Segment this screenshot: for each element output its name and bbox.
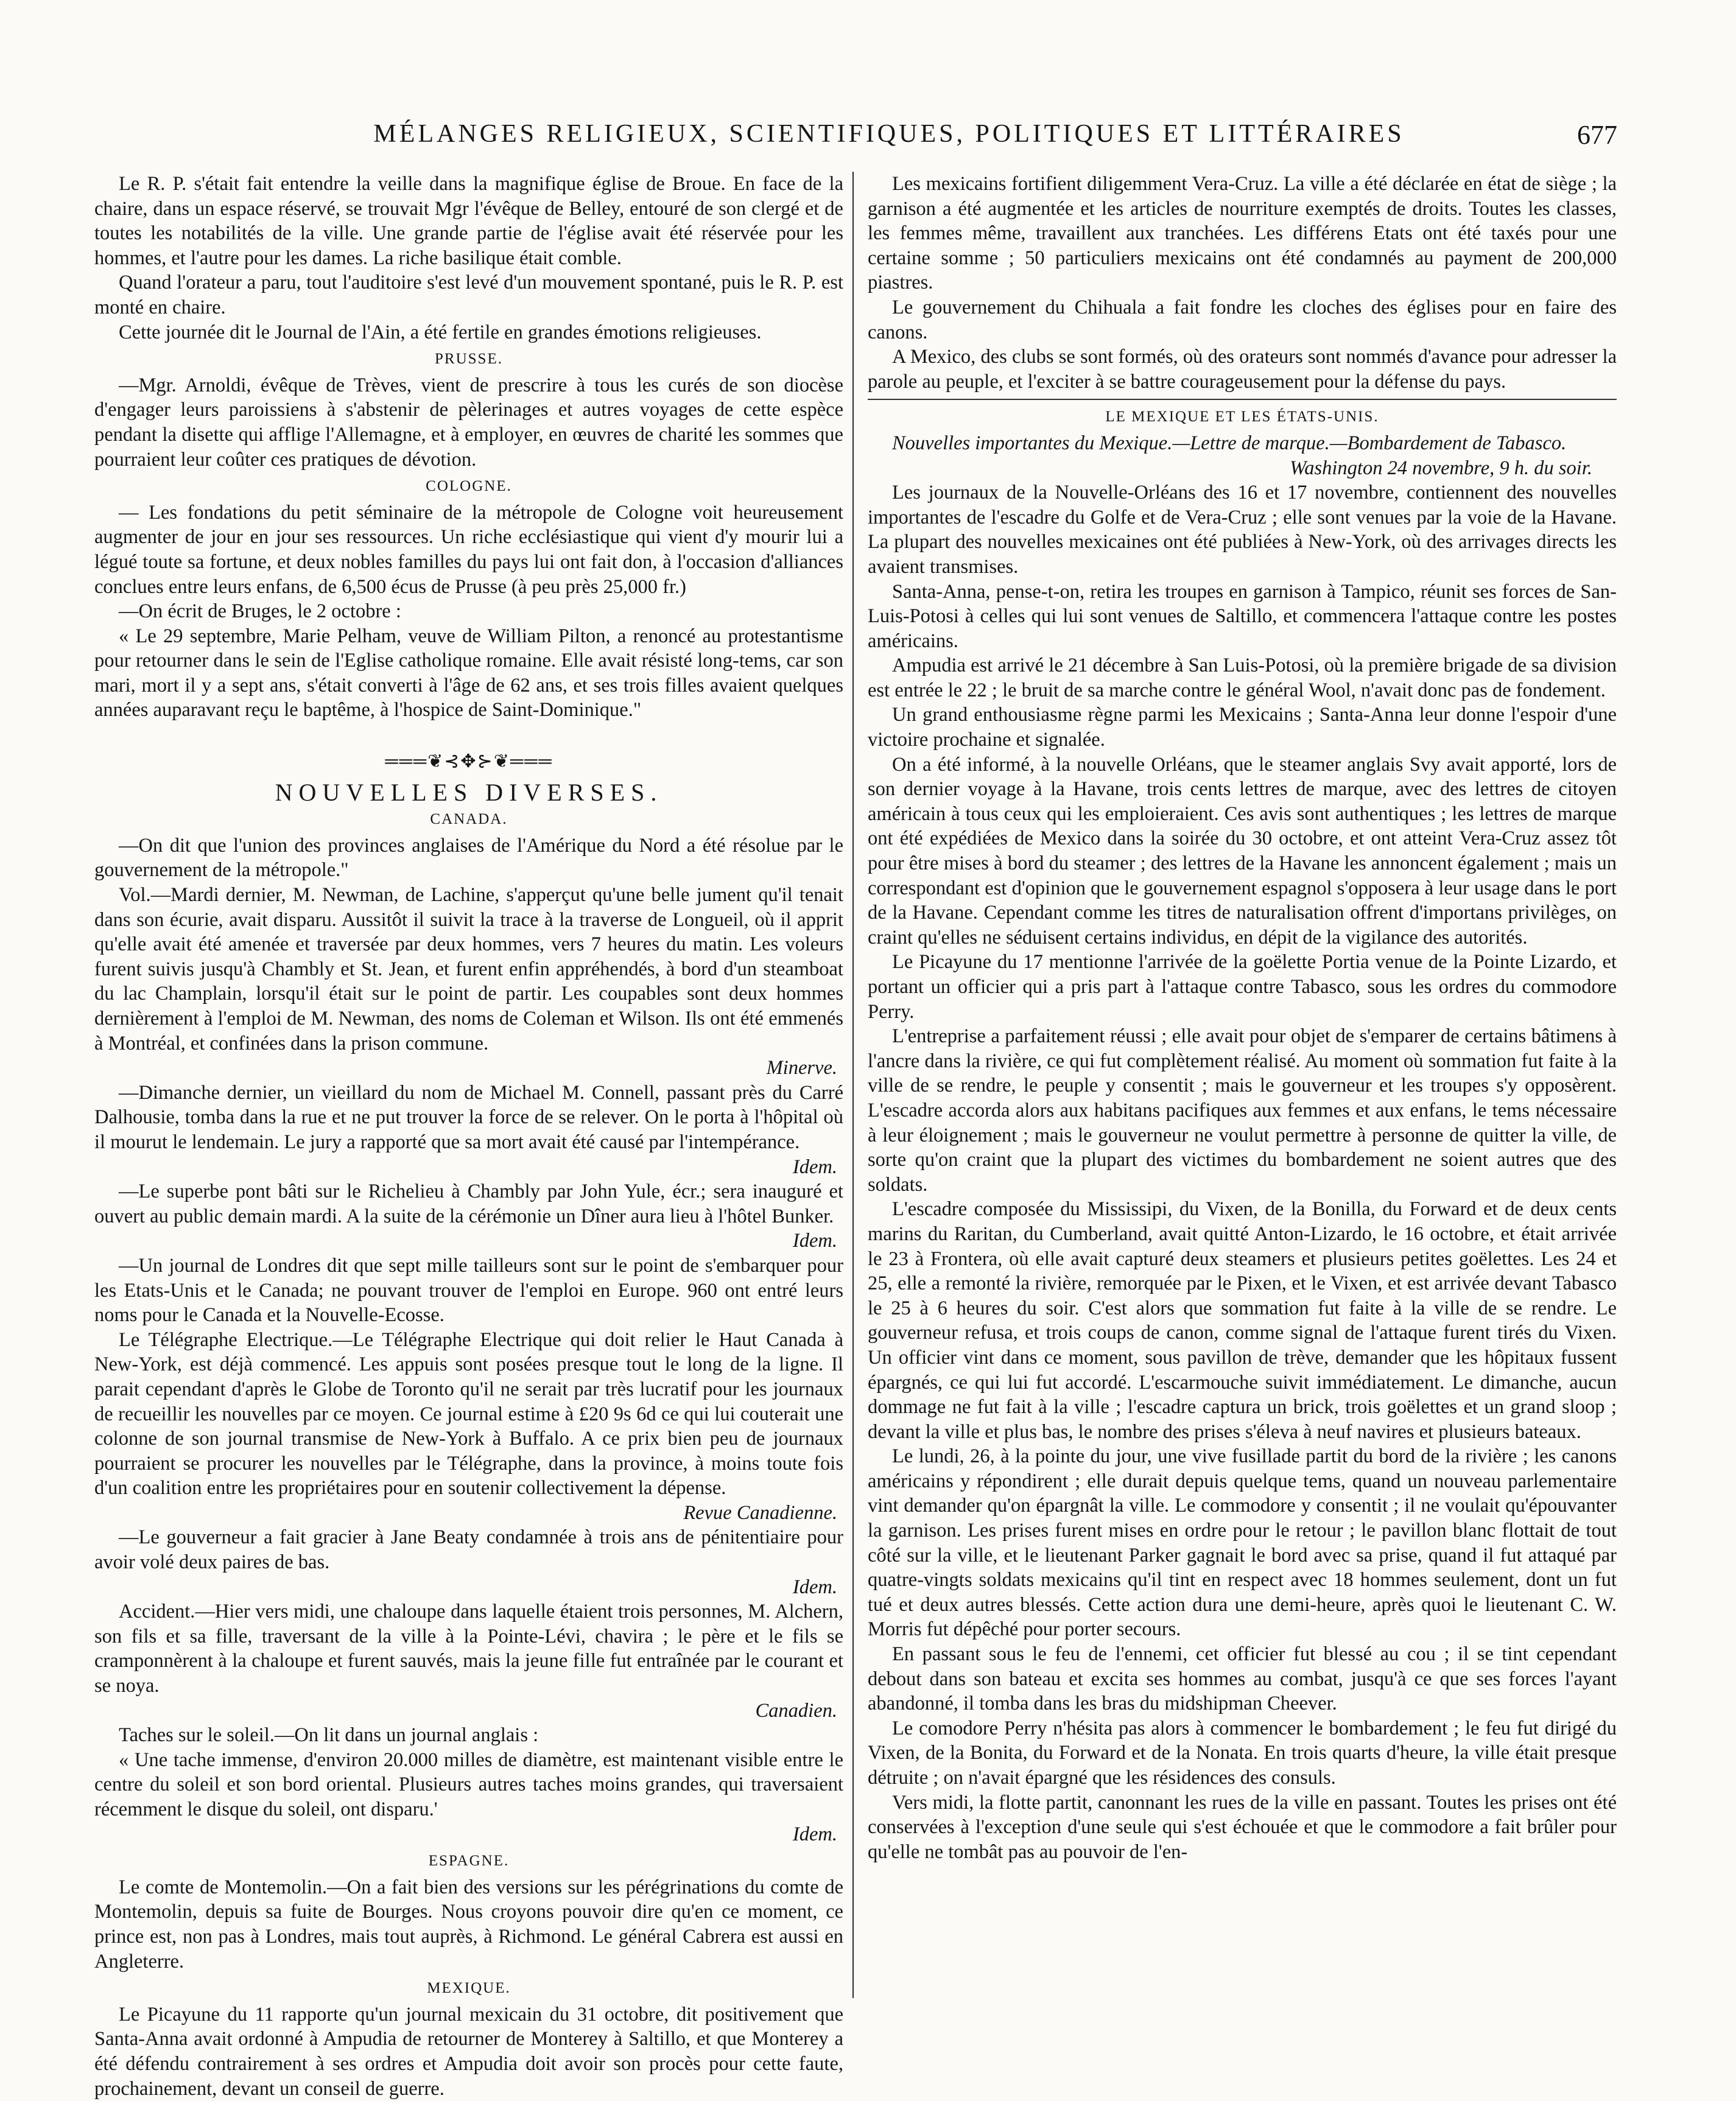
right-column [868, 172, 1617, 1864]
paragraph: L'escadre composée du Mississipi, du Vixen, de la Bonilla, du Forward et de deux cents marins du Raritan, du Cumberland, avait quitté Anton-Lizardo, le 16 octobre, et était arrivée le 23 à Frontera, où elle avait capturé deux steamers et plusieurs petites goëlettes. Les 24 et 25, elle a remonté la rivière, remorquée par le Pixen, et le Vixen, et est arrivée devant Tabasco le 25 à 6 heures du soir. C'est alors que sommation fut faite à la ville de se rendre. Le gouverneur refusa, et trois coups de canon, comme signal de l'attaque furent tirés du Vixen. Un officier vint dans ce moment, sous pavillon de trève, demander que les hôpitaux fussent épargnés, ce qui lui fut accordé. L'escarmouche suivit immédiatement. Le dimanche, aucun dommage ne fut fait à la ville ; l'escadre captura un brick, trois goëlettes et un grand sloop ; devant la ville et plus bas, le nombre des prises s'éleva à neuf navires et plusieurs bateaux. [868, 1198, 1617, 1443]
paragraph: L'entreprise a parfaitement réussi ; elle avait pour objet de s'emparer de certains bâtimens à l'ancre dans la rivière, ce qui fut complètement réalisé. Au moment où sommation fut faite à la ville de se rendre, le peuple y consentit ; mais le gouverneur et les troupes s'y opposèrent. L'escadre accorda alors aux habitans pacifiques aux femmes et aux enfans, le tems nécessaire à leur éloignement ; mais le gouverneur ne voulut permettre à personne de quitter la ville, de sorte qu'on craint que la plupart des victimes du bombardement ne soient autres que des soldats. [868, 1025, 1617, 1196]
citation: Canadien. [755, 1699, 837, 1722]
paragraph: « Une tache immense, d'environ 20.000 milles de diamètre, est maintenant visible entre le centre du soleil et son bord oriental. Plusieurs autres taches moins grandes, qui traversaient récemment le disque du soleil, ont disparu.' [94, 1748, 843, 1820]
paragraph: Quand l'orateur a paru, tout l'auditoire s'est levé d'un mouvement spontané, puis le R. P. est monté en chaire. [94, 272, 843, 318]
ornament-divider: ═══❦⊰✥⊱❦═══ [385, 751, 553, 772]
paragraph: Accident.—Hier vers midi, une chaloupe dans laquelle étaient trois personnes, M. Alchern, son fils et sa fille, traversant de la ville à la Pointe-Lévi, chavira ; le père et le fils se cramponnèrent à la chaloupe et furent sauvés, mais la jeune fille fut entraînée par le courant et se noya. [94, 1601, 843, 1697]
paragraph: —Un journal de Londres dit que sept mille tailleurs sont sur le point de s'embarquer pour les Etats-Unis et le Canada; ne pouvant trouver de l'emploi en Europe. 960 ont entré leurs noms pour le Canada et la Nouvelle-Ecosse. [94, 1254, 843, 1327]
section-title: NOUVELLES DIVERSES. [275, 778, 663, 806]
paragraph: Le Picayune du 11 rapporte qu'un journal mexicain du 31 octobre, dit positivement que Santa-Anna avait ordonné à Ampudia de retourner de Monterey à Saltillo, et que Monterey a été défendu contrairement à ses ordres et Ampudia doit avoir son procès pour cette faute, prochainement, devant un conseil de guerre. [94, 2003, 843, 2100]
paragraph: —Le gouverneur a fait gracier à Jane Beaty condamnée à trois ans de pénitentiaire pour avoir volé deux paires de bas. [94, 1526, 843, 1574]
section-heading: MEXIQUE. [427, 1980, 511, 1997]
paragraph: Ampudia est arrivé le 21 décembre à San Luis-Potosi, où la première brigade de sa division est entrée le 22 ; le bruit de sa marche contre le général Wool, n'avait donc pas de fondement. [868, 654, 1617, 701]
paragraph: Santa-Anna, pense-t-on, retira les troupes en garnison à Tampico, réunit ses forces de San-Luis-Potosi à celles qui lui sont venues de Saltillo, et commencera l'attaque contre les postes américains. [868, 580, 1617, 652]
paragraph: Le R. P. s'était fait entendre la veille dans la magnifique église de Broue. En face de la chaire, dans un espace réservé, se trouvait Mgr l'évêque de Belley, entouré de son clergé et de toutes les notabilités de la ville. Une grande partie de l'église avait été réservée pour les hommes, et l'autre pour les dames. La riche basilique était comble. [94, 173, 843, 269]
paragraph: —On dit que l'union des provinces anglaises de l'Amérique du Nord a été résolue par le gouvernement de la métropole." [94, 834, 843, 882]
paragraph: Le Télégraphe Electrique.—Le Télégraphe Electrique qui doit relier le Haut Canada à New-York, est déjà commencé. Les appuis sont posées presque tout le long de la ligne. Il parait cependant d'après le Globe de Toronto qu'il ne serait par très lucratif pour les journaux de recueillir les nouvelles par ce moyen. Ce journal estime à £20 9s 6d ce qui lui couterait une colonne de son journal transmise de New-York à Buffalo. A ce prix bien peu de journaux pourraient se procurer les nouvelles par le Télégraphe, dans la province, à moins toute fois d'un coalition entre les propriétaires pour en soutenir collectivement la dépense. [94, 1328, 843, 1499]
section-heading: LE MEXIQUE ET LES ÉTATS-UNIS. [1105, 409, 1379, 426]
running-head: MÉLANGES RELIGIEUX, SCIENTIFIQUES, POLITIQUES ET LITTÉRAIRES [373, 120, 1405, 148]
paragraph: Les journaux de la Nouvelle-Orléans des 16 et 17 novembre, contiennent des nouvelles importantes de l'escadre du Golfe et de Vera-Cruz ; elle sont venues par la voie de la Havane. La plupart des nouvelles mexicaines ont été publiées à New-York, où des arrivages directs les avaient transmises. [868, 482, 1617, 578]
paragraph: Taches sur le soleil.—On lit dans un journal anglais : [119, 1724, 539, 1747]
page-number: 677 [1577, 120, 1617, 150]
paragraph: En passant sous le feu de l'ennemi, cet officier fut blessé au cou ; il se tint cependant debout dans son bateau et excita ses hommes au combat, jusqu'à ce que ses forces l'ayant abandonné, il tomba dans les bras du midshipman Cheever. [868, 1643, 1617, 1715]
paragraph: Vol.—Mardi dernier, M. Newman, de Lachine, s'apperçut qu'une belle jument qu'il tenait dans son écurie, avait disparu. Aussitôt il suivit la trace à la traverse de Longueil, où il apprit qu'elle avait été amenée et traversée par deux hommes, vers 7 heures du matin. Les voleurs furent suivis jusqu'à Chambly et St. Jean, et furent enfin appréhendés, à bord d'un steamboat du lac Champlain, lorsqu'il était sur le point de partir. Les coupables sont deux hommes dernièrement à l'emploi de M. Newman, des noms de Coleman et Wilson. Ils ont été emmenés à Montréal, et confinées dans la prison commune. [94, 884, 843, 1054]
citation: Idem. [792, 1230, 837, 1252]
section-heading: COLOGNE. [426, 478, 512, 495]
citation: Revue Canadienne. [683, 1501, 837, 1524]
paragraph: A Mexico, des clubs se sont formés, où des orateurs sont nommés d'avance pour adresser la parole au peuple, et l'exciter à se battre courageusement pour la défense du pays. [868, 346, 1617, 393]
section-rule [868, 399, 1617, 400]
paragraph: — Les fondations du petit séminaire de la métropole de Cologne voit heureusement augmenter de jour en jour ses ressources. Un riche ecclésiastique qui vient d'y mourir lui a légué toute sa fortune, et deux nobles familles du pays lui ont fait don, à l'occasion d'alliances conclues entre leurs enfans, de 6,500 écus de Prusse (à peu près 25,000 fr.) [94, 501, 843, 598]
paragraph: Les mexicains fortifient diligemment Vera-Cruz. La ville a été déclarée en état de siège ; la garnison a été augmentée et les articles de nourriture exemptés de droits. Toutes les classes, les femmes même, travaillent aux tranchées. Les différens Etats ont été taxés pour une certaine somme ; 50 particuliers mexicains ont été condamnés au payment de 200,000 piastres. [868, 173, 1617, 294]
column-rule [852, 172, 854, 1998]
paragraph: —Dimanche dernier, un vieillard du nom de Michael M. Connell, passant près du Carré Dalhousie, tomba dans la rue et ne put trouver la force de se relever. On le porta à l'hôpital où il mourut le lendemain. Le jury a rapporté que sa mort avait été causé par l'intempérance. [94, 1081, 843, 1153]
paragraph: —Le superbe pont bâti sur le Richelieu à Chambly par John Yule, écr.; sera inauguré et ouvert au public demain mardi. A la suite de la cérémonie un Dîner aura lieu à l'hôtel Bunker. [94, 1180, 843, 1227]
paragraph: « Le 29 septembre, Marie Pelham, veuve de William Pilton, a renoncé au protestantisme pour retourner dans le sein de l'Eglise catholique romaine. Elle avait résisté long-tems, car son mari, mort il y a sept ans, s'était converti à l'âge de 62 ans, et ses trois filles avaient quelques années auparavant reçu le baptême, à l'hospice de Saint-Dominique." [94, 625, 843, 721]
paragraph: Le gouvernement du Chihuala a fait fondre les cloches des églises pour en faire des canons. [868, 296, 1617, 343]
paragraph: Cette journée dit le Journal de l'Ain, a été fertile en grandes émotions religieuses. [119, 321, 762, 343]
citation: Minerve. [766, 1057, 837, 1079]
paragraph: Le comte de Montemolin.—On a fait bien des versions sur les pérégrinations du comte de Montemolin, depuis sa fuite de Bourges. Nous croyons pouvoir dire qu'en ce moment, ce prince est, non pas à Londres, mais tout auprès, à Richmond. Le général Cabrera est aussi en Angleterre. [94, 1876, 843, 1973]
paragraph: —On écrit de Bruges, le 2 octobre : [119, 600, 401, 623]
paragraph: On a été informé, à la nouvelle Orléans, que le steamer anglais Svy avait apporté, lors de son dernier voyage à la Havane, trois cents lettres de marque, avec des lettres de citoyen américain à tous ceux qui les emploieraient. Ces avis sont authentiques ; les lettres de marque ont été expédiées de Mexico dans la soirée du 30 octobre, et ont atteint Vera-Cruz assez tôt pour être mises à bord du steamer ; des lettres de la Havane les annoncent également ; mais un correspondant est d'opinion que le gouvernement espagnol s'opposera à leur usage dans le port de la Havane. Cependant comme les titres de naturalisation offrent d'importans privilèges, on craint qu'elles ne séduisent certains individus, en dépit de la vigilance des autorités. [868, 753, 1617, 949]
section-heading: CANADA. [430, 811, 508, 828]
citation: Idem. [792, 1156, 837, 1178]
paragraph: Le Picayune du 17 mentionne l'arrivée de la goëlette Portia venue de la Pointe Lizardo, et portant un officier qui a pris part à l'attaque contre Tabasco, sous les ordres du commodore Perry. [868, 951, 1617, 1023]
left-column [94, 172, 843, 2101]
paragraph: Un grand enthousiasme règne parmi les Mexicains ; Santa-Anna leur donne l'espoir d'une victoire prochaine et signalée. [868, 704, 1617, 751]
paragraph: Le lundi, 26, à la pointe du jour, une vive fusillade partit du bord de la rivière ; les canons américains y répondirent ; elle durait depuis quelque tems, quand un nouveau parlementaire vint demander qu'on épargnât la ville. Le commodore y consentit ; il ne voulait qu'épouvanter la garnison. Les prises furent mises en ordre pour le retour ; le pavillon blanc flottait de tout côté sur la ville, et le lieutenant Parker gagnait le bord avec sa prise, quand il fut attaqué par quatre-vingts soldats mexicains qu'il tint en respect avec 18 hommes seulement, dont un fut tué et deux autres blessés. Cette action dura une demi-heure, après quoi le lieutenant C. W. Morris fut dépêché pour porter secours. [868, 1445, 1617, 1641]
section-heading: ESPAGNE. [428, 1853, 510, 1870]
paragraph: Vers midi, la flotte partit, canonnant les rues de la ville en passant. Toutes les prises ont été conservées à l'exception d'une seule qui s'est échouée et que le commodore a fait brûler pour qu'elle ne tombât pas au pouvoir de l'en- [868, 1791, 1617, 1863]
article-headline: Nouvelles importantes du Mexique.—Lettre de marque.—Bombardement de Tabasco. [892, 432, 1567, 454]
citation: Idem. [792, 1823, 837, 1845]
citation: Idem. [792, 1576, 837, 1598]
paragraph: Le comodore Perry n'hésita pas alors à commencer le bombardement ; le feu fut dirigé du Vixen, de la Bonita, du Forward et de la Nonata. En trois quarts d'heure, la ville était presque détruite ; on n'avait épargné que les résidences des consuls. [868, 1717, 1617, 1789]
paragraph: —Mgr. Arnoldi, évêque de Trèves, vient de prescrire à tous les curés de son diocèse d'engager leurs paroissiens à s'abstenir de pèlerinages et autres voyages de cette espèce pendant la disette qui afflige l'Allemagne, et à employer, en œuvres de charité les sommes que pourraient leur coûter ces pratiques de dévotion. [94, 374, 843, 471]
dateline: Washington 24 novembre, 9 h. du soir. [1290, 457, 1592, 479]
section-heading: PRUSSE. [435, 351, 503, 368]
